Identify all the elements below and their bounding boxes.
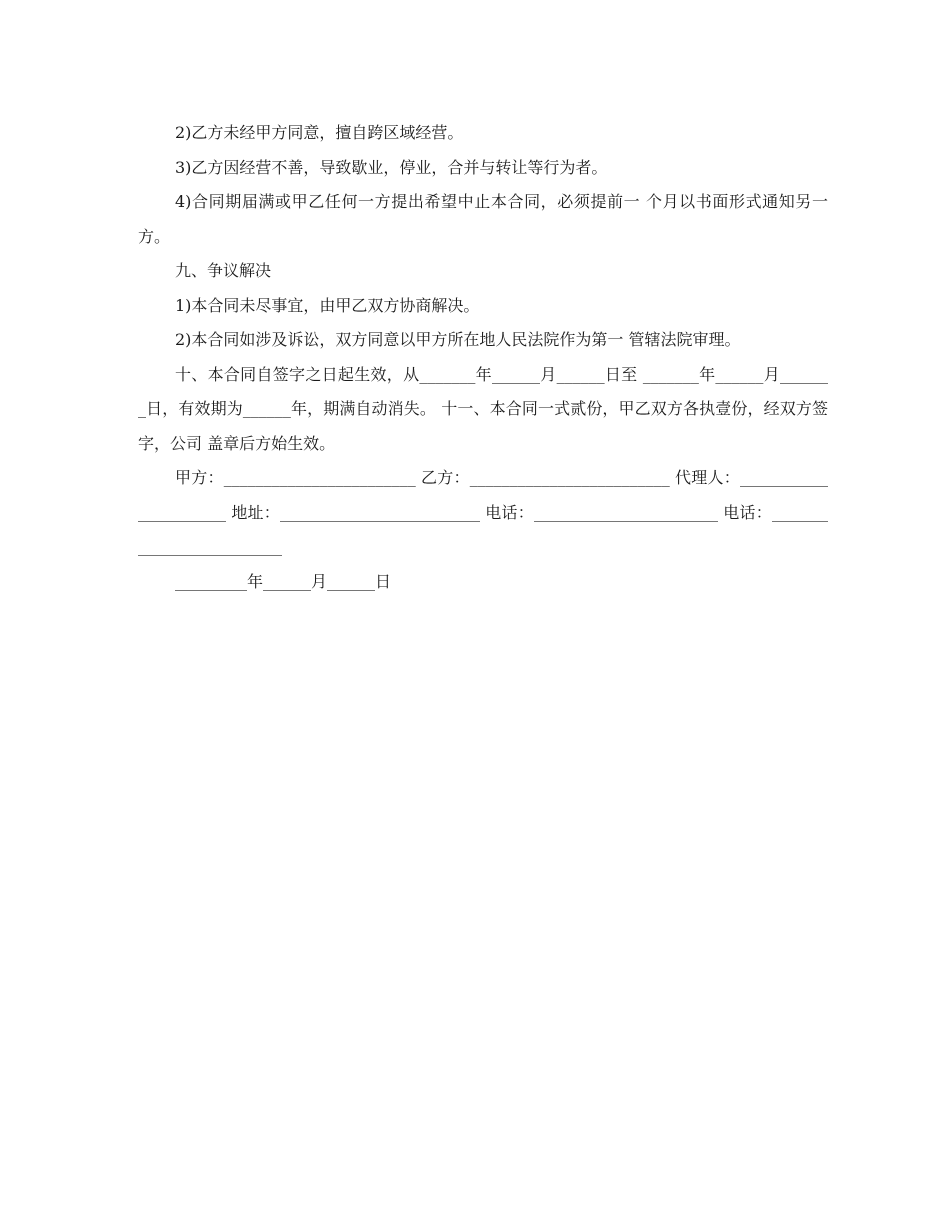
contract-text — [138, 116, 828, 599]
clause-9-item-1: 1)本合同未尽事宜，由甲乙双方协商解决。 — [175, 295, 480, 315]
section-9-heading: 九、争议解决 — [175, 261, 272, 280]
clause-8-item-3: 3)乙方因经营不善，导致歇业，停业，合并与转让等行为者。 — [175, 157, 608, 177]
signature-fields: 甲方：________________________ 乙方：_________________________ 代理人：______________________ 地址：_________________________ 电话：_______________________ 电话：_________________________ — [138, 468, 828, 556]
signature-date: _________年______月______日 — [175, 571, 392, 591]
clause-9-item-2: 2)本合同如涉及诉讼，双方同意以甲方所在地人民法院作为第一 管辖法院审理。 — [175, 330, 741, 349]
section-10-11-text: 十、本合同自签字之日起生效，从_______年______月______日至 _______年______月_______日，有效期为______年，期满自动消失。 十一、本合同一式贰份，甲乙双方各执壹份，经双方签字，公司 盖章后方始生效。 — [138, 364, 828, 453]
clause-8-item-2: 2)乙方未经甲方同意，擅自跨区域经营。 — [175, 123, 464, 142]
clause-8-item-4: 4)合同期届满或甲乙任何一方提出希望中止本合同，必须提前一 个月以书面形式通知另一方。 — [138, 192, 828, 246]
